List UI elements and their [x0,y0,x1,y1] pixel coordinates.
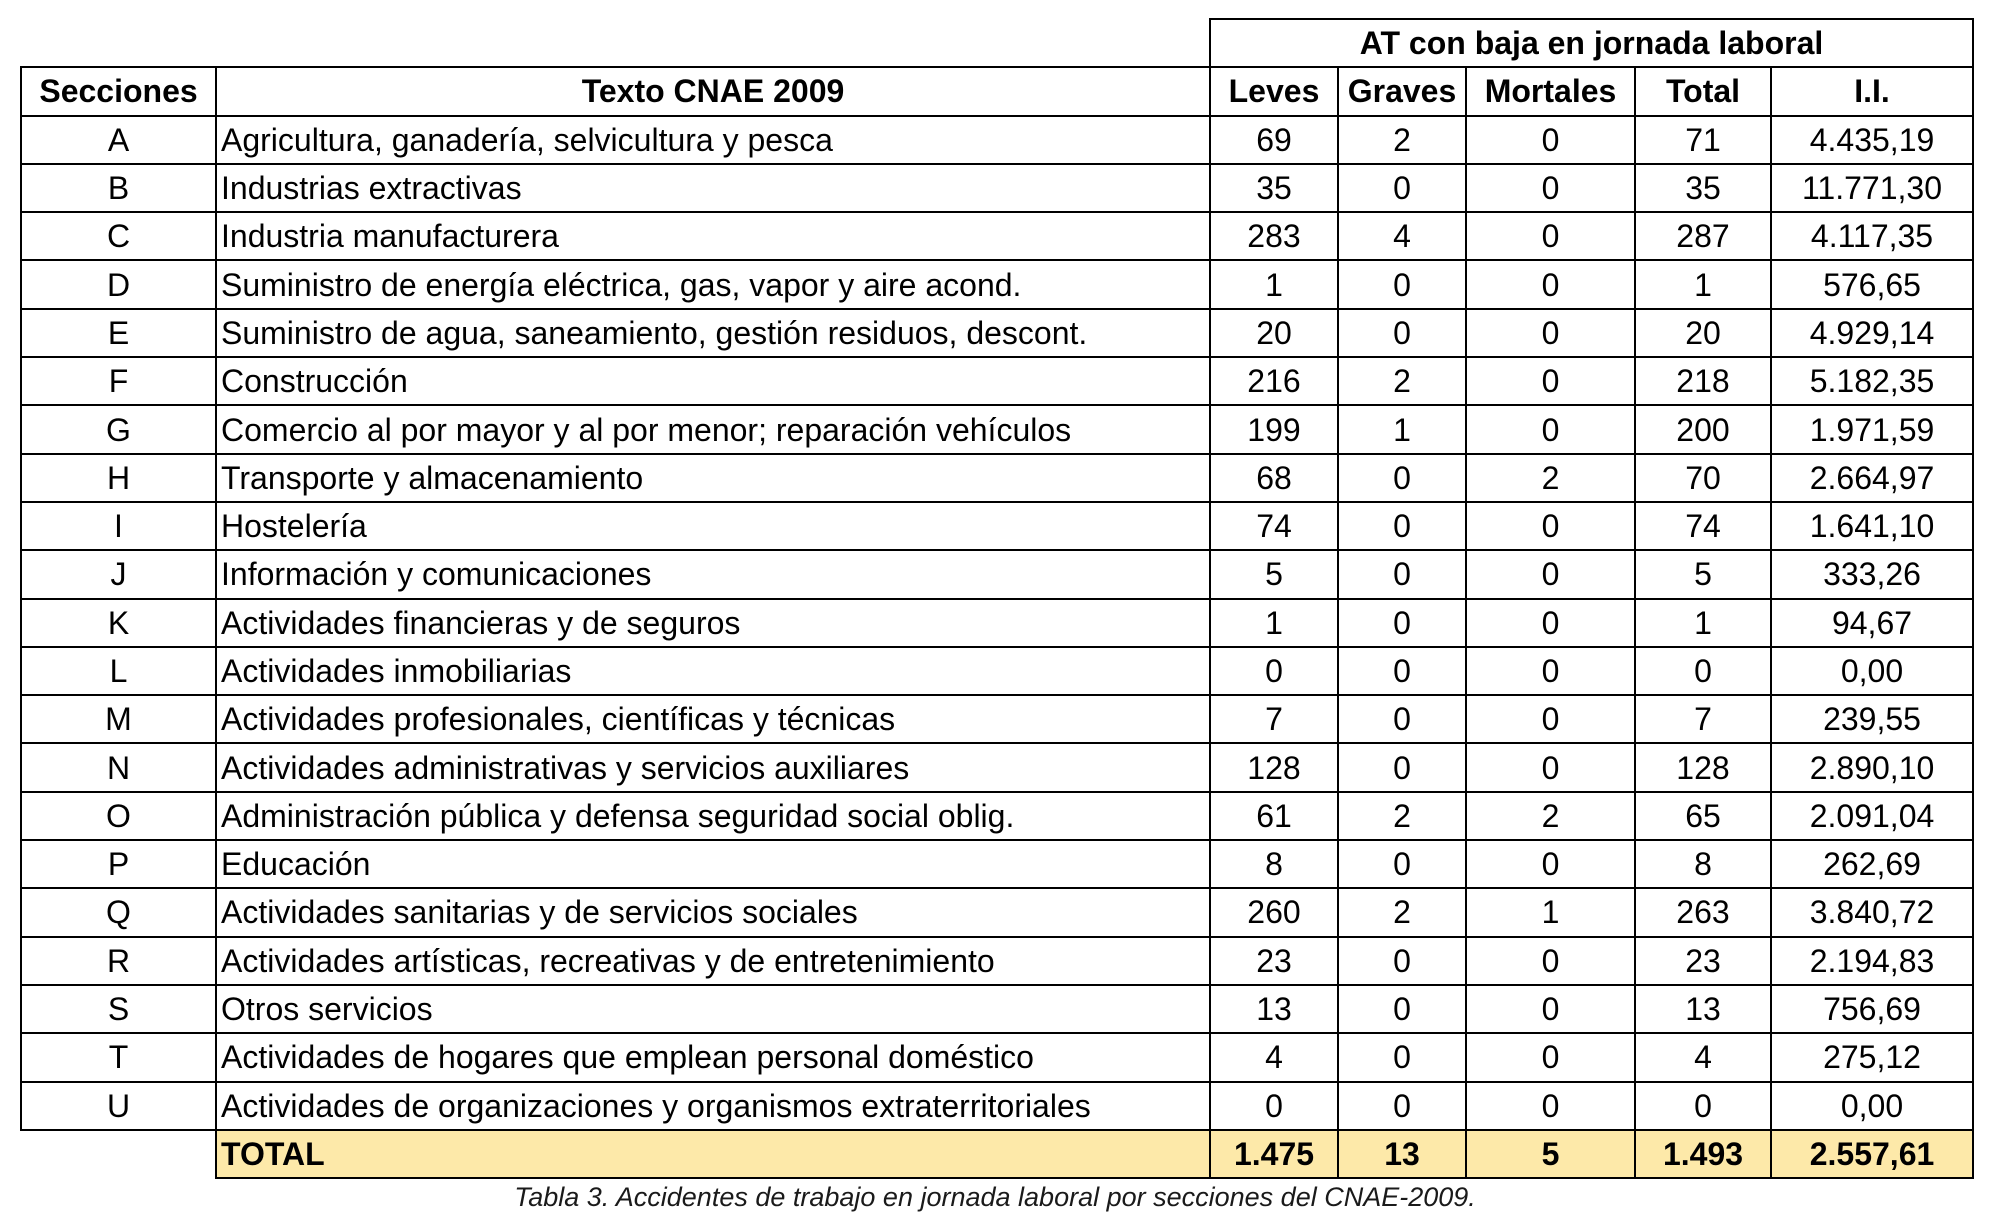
cell-seccion: K [21,599,216,647]
cell-ii: 11.771,30 [1771,164,1973,212]
cell-total: 218 [1635,357,1771,405]
cell-mortales: 0 [1466,116,1635,164]
col-header-texto: Texto CNAE 2009 [216,67,1210,115]
total-row [21,1130,1973,1178]
cell-texto: Otros servicios [216,985,1210,1033]
cell-texto: Actividades financieras y de seguros [216,599,1210,647]
cell-leves: 128 [1210,743,1338,791]
cell-seccion: T [21,1033,216,1081]
cell-graves: 0 [1338,454,1466,502]
cell-leves: 68 [1210,454,1338,502]
cell-total: 20 [1635,309,1771,357]
table-row [21,743,1973,791]
cell-mortales: 0 [1466,1033,1635,1081]
col-header-mortales: Mortales [1466,67,1635,115]
cell-seccion: D [21,260,216,308]
table-row [21,1033,1973,1081]
cell-seccion: H [21,454,216,502]
cell-leves: 20 [1210,309,1338,357]
total-total: 1.493 [1635,1130,1771,1178]
col-header-ii: I.I. [1771,67,1973,115]
cell-ii: 5.182,35 [1771,357,1973,405]
cell-mortales: 0 [1466,357,1635,405]
cell-ii: 576,65 [1771,260,1973,308]
cell-graves: 0 [1338,840,1466,888]
cell-texto: Administración pública y defensa seguridad social oblig. [216,792,1210,840]
total-graves: 13 [1338,1130,1466,1178]
cell-texto: Hostelería [216,502,1210,550]
cell-seccion: A [21,116,216,164]
cell-graves: 0 [1338,502,1466,550]
cell-mortales: 0 [1466,599,1635,647]
cell-total: 5 [1635,550,1771,598]
cell-seccion: U [21,1082,216,1130]
cell-ii: 2.194,83 [1771,937,1973,985]
cell-texto: Actividades de organizaciones y organismos extraterritoriales [216,1082,1210,1130]
cell-seccion: N [21,743,216,791]
cell-leves: 5 [1210,550,1338,598]
table-row [21,985,1973,1033]
cell-leves: 69 [1210,116,1338,164]
cell-seccion: M [21,695,216,743]
cell-leves: 283 [1210,212,1338,260]
cell-ii: 94,67 [1771,599,1973,647]
cell-leves: 1 [1210,260,1338,308]
cell-graves: 2 [1338,888,1466,936]
cell-graves: 2 [1338,116,1466,164]
table-row [21,454,1973,502]
col-header-total: Total [1635,67,1771,115]
cell-total: 1 [1635,260,1771,308]
cell-total: 70 [1635,454,1771,502]
empty-header-cell [21,19,216,67]
cell-mortales: 0 [1466,985,1635,1033]
cell-leves: 199 [1210,405,1338,453]
cell-leves: 23 [1210,937,1338,985]
cell-ii: 3.840,72 [1771,888,1973,936]
cell-graves: 0 [1338,647,1466,695]
table-caption: Tabla 3. Accidentes de trabajo en jornada laboral por secciones del CNAE-2009. [514,1182,1476,1212]
empty-header-cell [216,19,1210,67]
cell-mortales: 1 [1466,888,1635,936]
cell-total: 74 [1635,502,1771,550]
cell-leves: 0 [1210,1082,1338,1130]
cell-texto: Industrias extractivas [216,164,1210,212]
cell-mortales: 0 [1466,695,1635,743]
cell-seccion: E [21,309,216,357]
cell-ii: 1.641,10 [1771,502,1973,550]
cell-texto: Información y comunicaciones [216,550,1210,598]
table-row [21,792,1973,840]
cell-texto: Comercio al por mayor y al por menor; reparación vehículos [216,405,1210,453]
table-row [21,937,1973,985]
cell-texto: Suministro de energía eléctrica, gas, vapor y aire acond. [216,260,1210,308]
cell-mortales: 0 [1466,743,1635,791]
table-row [21,164,1973,212]
cell-total: 71 [1635,116,1771,164]
table-row [21,550,1973,598]
cell-total: 23 [1635,937,1771,985]
table-row [21,309,1973,357]
table-row [21,888,1973,936]
cell-mortales: 2 [1466,454,1635,502]
table-body [21,116,1973,1130]
cell-graves: 4 [1338,212,1466,260]
cell-graves: 0 [1338,309,1466,357]
cell-leves: 61 [1210,792,1338,840]
cell-seccion: L [21,647,216,695]
cell-ii: 333,26 [1771,550,1973,598]
table-row [21,116,1973,164]
cell-graves: 0 [1338,985,1466,1033]
cell-texto: Educación [216,840,1210,888]
cell-leves: 13 [1210,985,1338,1033]
cell-leves: 4 [1210,1033,1338,1081]
table-row [21,840,1973,888]
cell-graves: 2 [1338,357,1466,405]
cell-leves: 8 [1210,840,1338,888]
cell-total: 35 [1635,164,1771,212]
cell-leves: 35 [1210,164,1338,212]
cell-seccion: B [21,164,216,212]
cell-total: 8 [1635,840,1771,888]
table-row [21,405,1973,453]
cell-mortales: 2 [1466,792,1635,840]
cell-texto: Actividades profesionales, científicas y técnicas [216,695,1210,743]
cell-mortales: 0 [1466,647,1635,695]
table-container [20,18,1974,1179]
group-header: AT con baja en jornada laboral [1210,19,1973,67]
cell-seccion: G [21,405,216,453]
empty-total-cell [21,1130,216,1178]
table-row [21,599,1973,647]
cell-ii: 2.890,10 [1771,743,1973,791]
cell-total: 263 [1635,888,1771,936]
cell-leves: 0 [1210,647,1338,695]
cell-graves: 0 [1338,743,1466,791]
col-header-leves: Leves [1210,67,1338,115]
cell-texto: Actividades administrativas y servicios auxiliares [216,743,1210,791]
cell-graves: 0 [1338,260,1466,308]
table-row [21,647,1973,695]
cell-graves: 0 [1338,164,1466,212]
cell-total: 128 [1635,743,1771,791]
cell-mortales: 0 [1466,937,1635,985]
cell-texto: Actividades inmobiliarias [216,647,1210,695]
cell-ii: 2.091,04 [1771,792,1973,840]
cell-ii: 275,12 [1771,1033,1973,1081]
cell-texto: Actividades sanitarias y de servicios sociales [216,888,1210,936]
cell-graves: 0 [1338,695,1466,743]
cell-leves: 1 [1210,599,1338,647]
cell-seccion: Q [21,888,216,936]
cell-leves: 216 [1210,357,1338,405]
col-header-secciones: Secciones [21,67,216,115]
cell-graves: 2 [1338,792,1466,840]
cell-ii: 4.435,19 [1771,116,1973,164]
cell-seccion: R [21,937,216,985]
cell-leves: 74 [1210,502,1338,550]
cell-mortales: 0 [1466,164,1635,212]
cell-ii: 756,69 [1771,985,1973,1033]
cell-texto: Transporte y almacenamiento [216,454,1210,502]
cell-mortales: 0 [1466,309,1635,357]
cell-mortales: 0 [1466,212,1635,260]
cell-graves: 0 [1338,1033,1466,1081]
cell-seccion: P [21,840,216,888]
cell-texto: Suministro de agua, saneamiento, gestión residuos, descont. [216,309,1210,357]
cell-leves: 7 [1210,695,1338,743]
cell-ii: 239,55 [1771,695,1973,743]
cell-seccion: F [21,357,216,405]
cell-seccion: S [21,985,216,1033]
cell-mortales: 0 [1466,1082,1635,1130]
cell-seccion: J [21,550,216,598]
table-row [21,260,1973,308]
cell-total: 200 [1635,405,1771,453]
cell-graves: 0 [1338,937,1466,985]
total-leves: 1.475 [1210,1130,1338,1178]
cell-seccion: C [21,212,216,260]
cell-total: 0 [1635,647,1771,695]
cell-ii: 0,00 [1771,1082,1973,1130]
cell-total: 7 [1635,695,1771,743]
cell-seccion: O [21,792,216,840]
cell-texto: Construcción [216,357,1210,405]
cell-seccion: I [21,502,216,550]
cell-ii: 2.664,97 [1771,454,1973,502]
column-header-row [21,67,1973,115]
table-row [21,502,1973,550]
col-header-graves: Graves [1338,67,1466,115]
cell-ii: 262,69 [1771,840,1973,888]
cell-total: 65 [1635,792,1771,840]
cell-graves: 0 [1338,1082,1466,1130]
cell-graves: 0 [1338,599,1466,647]
table-row [21,1082,1973,1130]
cell-texto: Actividades artísticas, recreativas y de entretenimiento [216,937,1210,985]
total-mortales: 5 [1466,1130,1635,1178]
cell-total: 13 [1635,985,1771,1033]
cell-ii: 1.971,59 [1771,405,1973,453]
cell-mortales: 0 [1466,260,1635,308]
cell-graves: 0 [1338,550,1466,598]
cell-total: 1 [1635,599,1771,647]
cell-mortales: 0 [1466,502,1635,550]
cell-mortales: 0 [1466,405,1635,453]
cell-texto: Industria manufacturera [216,212,1210,260]
cell-graves: 1 [1338,405,1466,453]
table-row [21,695,1973,743]
cell-ii: 4.929,14 [1771,309,1973,357]
group-header-row [21,19,1973,67]
cell-mortales: 0 [1466,840,1635,888]
cell-total: 0 [1635,1082,1771,1130]
table-row [21,357,1973,405]
table-row [21,212,1973,260]
cell-ii: 4.117,35 [1771,212,1973,260]
cell-total: 287 [1635,212,1771,260]
cell-total: 4 [1635,1033,1771,1081]
accidents-table [20,18,1974,1179]
cell-ii: 0,00 [1771,647,1973,695]
cell-texto: Agricultura, ganadería, selvicultura y pesca [216,116,1210,164]
cell-mortales: 0 [1466,550,1635,598]
cell-texto: Actividades de hogares que emplean personal doméstico [216,1033,1210,1081]
total-label: TOTAL [216,1130,1210,1178]
cell-leves: 260 [1210,888,1338,936]
total-ii: 2.557,61 [1771,1130,1973,1178]
